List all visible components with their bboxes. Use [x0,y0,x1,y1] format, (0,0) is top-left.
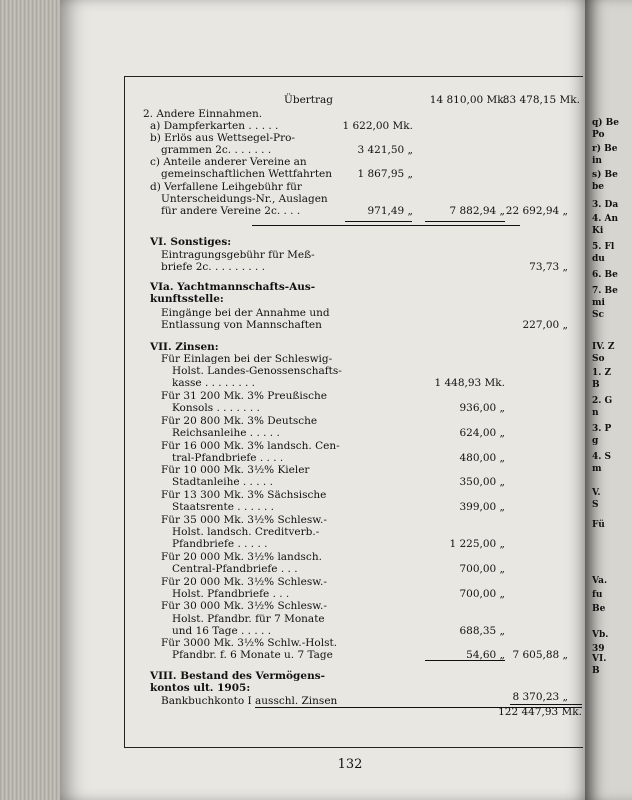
section-2-line: Unterscheidungs-Nr., Auslagen [161,192,328,205]
section-7-line: Für 3000 Mk. 3½% Schlw.-Holst. [161,637,338,650]
section-7-line: Für 30 000 Mk. 3½% Schlesw.- [161,600,327,613]
section-7-line: Pfandbr. f. 6 Monate u. 7 Tage [172,649,333,662]
section-7-amount: 688,35 „ [459,624,505,637]
next-page-fragment: VI. [592,654,607,664]
next-page-fragment: mi [592,298,605,308]
next-page-fragment: 1. Z [592,368,612,378]
section-7-amount: 936,00 „ [459,402,505,414]
uebertrag-amount-2: 83 478,15 Mk. [502,94,580,106]
section-7-line: Pfandbriefe . . . . . [172,538,268,551]
next-page-fragment: Po [592,130,605,140]
next-page-fragment: Va. [592,576,608,586]
section-7-line: Für 20 000 Mk. 3½% Schlesw.- [161,575,327,588]
section-2-line: b) Erlös aus Wettsegel-Pro- [150,132,295,145]
next-page-fragment: 3. Da [592,200,619,210]
next-page-fragment: du [592,254,605,264]
section-7-line: tral-Pfandbriefe . . . . [172,451,284,464]
next-page-fragment: s) Be [592,170,618,180]
section-2-amount: 1 622,00 Mk. [342,120,413,132]
section-2-line: a) Dampferkarten . . . . . [150,120,279,132]
section-7-line: Holst. Pfandbriefe . . . [172,587,290,600]
next-page-fragment: IV. Z [592,342,615,352]
section-7-line: kasse . . . . . . . . [172,377,256,390]
section-8-total-rule [510,704,582,705]
section-2-line: gemeinschaftlichen Wettfahrten [161,168,333,181]
next-page-fragment: Sc [592,310,604,320]
section-6a-line: Eingänge bei der Annahme und [161,307,330,319]
next-page-fragment: fu [592,590,603,600]
uebertrag-amount-1: 14 810,00 Mk. [429,94,507,106]
section-2-amount: 971,49 „ [367,204,413,217]
next-page-fragment: Ki [592,226,604,236]
section-7-line: Für 20 800 Mk. 3% Deutsche [161,414,318,427]
section-7-sum-rule [425,660,505,661]
next-page-fragment: in [592,156,602,166]
section-7-amount: 54,60 „ [466,649,505,662]
section-2-total: 22 692,94 „ [505,204,568,217]
section-6a-title: kunftsstelle: [150,293,224,306]
next-page-fragment: 6. Be [592,270,618,280]
next-page-fragment: 39 [592,644,605,654]
section-8-title: kontos ult. 1905: [150,682,251,695]
section-2-amount: 1 867,95 „ [357,168,413,181]
section-6a-line: Entlassung von Mannschaften [161,319,322,332]
section-8-line: Bankbuchkonto I ausschl. Zinsen [161,695,338,707]
section-2-amount: 3 421,50 „ [357,144,413,157]
section-6-line: Eintragungsgebühr für Meß- [161,249,315,261]
book-page-stack [0,0,62,800]
section-7-amount: 1 225,00 „ [449,538,505,551]
section-7-line: Reichsanleihe . . . . . [172,426,280,439]
section-6a-title: VIa. Yachtmannschafts-Aus- [150,281,316,293]
next-page-fragment: 7. Be [592,286,618,296]
uebertrag-label: Übertrag [284,94,334,106]
next-page-fragment: Vb. [592,630,609,640]
section-2-sum-rule [345,221,412,222]
section-7-line: Holst. Pfandbr. für 7 Monate [172,612,325,625]
section-7-line: Konsols . . . . . . . [172,402,260,414]
section-7-line: Für 10 000 Mk. 3½% Kieler [161,464,310,477]
next-page-fragment: V. [592,488,601,498]
next-page-fragment: r) Be [592,144,618,154]
next-page-fragment: Be [592,604,606,614]
next-page-fragment: 4. S [592,452,612,462]
section-7-amount: 399,00 „ [459,501,505,514]
section-7-amount: 700,00 „ [459,587,505,600]
section-6-line: briefe 2c. . . . . . . . . [161,261,266,274]
section-7-amount: 480,00 „ [459,451,505,464]
section-6a-amount: 227,00 „ [522,319,568,331]
section-6-amount: 73,73 „ [529,261,568,273]
section-2-title: 2. Andere Einnahmen. [143,108,263,120]
next-page-fragment: 3. P [592,424,612,434]
section-7-amount: 1 448,93 Mk. [434,377,505,390]
next-page-fragment: m [592,464,602,474]
section-7-total: 7 605,88 „ [512,649,568,662]
next-page-fragment: 4. An [592,214,619,224]
next-page-fragment: B [592,666,600,676]
next-page-fragment: g [592,436,599,446]
section-2-line: c) Anteile anderer Vereine an [150,156,307,169]
section-8-title: VIII. Bestand des Vermögens- [150,670,325,682]
next-page-fragment: B [592,380,600,390]
section-7-line: und 16 Tage . . . . . [172,624,272,637]
section-7-line: Holst. Landes-Genossenschafts- [172,365,342,378]
next-page-fragment: Fü [592,520,605,530]
section-7-line: Stadtanleihe . . . . . [172,476,273,489]
section-7-line: Staatsrente . . . . . . [172,501,275,514]
section-7-line: Holst. landsch. Creditverb.- [172,526,320,538]
section-7-amount: 700,00 „ [459,562,505,575]
section-7-line: Für 35 000 Mk. 3½% Schlesw.- [161,513,327,526]
page-number: 132 [337,757,363,772]
next-page-fragment: be [592,182,605,192]
section-2-sum: 7 882,94 „ [449,204,505,217]
section-7-line: Für 31 200 Mk. 3% Preußische [161,389,327,402]
next-page-fragment: q) Be [592,118,620,128]
section-7-title: VII. Zinsen: [150,341,219,353]
section-7-line: Für Einlagen bei der Schleswig- [161,353,333,365]
next-page-fragment: n [592,408,599,418]
section-7-line: Central-Pfandbriefe . . . [172,562,298,575]
section-7-line: Für 20 000 Mk. 3½% landsch. [161,550,322,563]
section-7-line: Für 13 300 Mk. 3% Sächsische [161,489,327,502]
section-2-line: d) Verfallene Leihgebühr für [150,180,302,193]
section-7-amount: 350,00 „ [459,476,505,489]
section-2-line: grammen 2c. . . . . . . [161,144,272,157]
section-2-total-rule [425,221,505,222]
section-2-line: für andere Vereine 2c. . . . [161,204,301,217]
grand-total: 122 447,93 Mk. [498,706,582,718]
next-page-fragment: S [592,500,599,510]
section-2-divider-rule [252,225,520,226]
section-7-line: Für 16 000 Mk. 3% landsch. Cen- [161,439,340,452]
next-page-fragment: So [592,354,605,364]
section-6-title: VI. Sonstiges: [150,236,232,248]
next-page-fragment: 2. G [592,396,613,406]
section-7-amount: 624,00 „ [459,426,505,439]
section-8-amount: 8 370,23 „ [512,691,568,703]
next-page-fragment: 5. Fl [592,242,615,252]
